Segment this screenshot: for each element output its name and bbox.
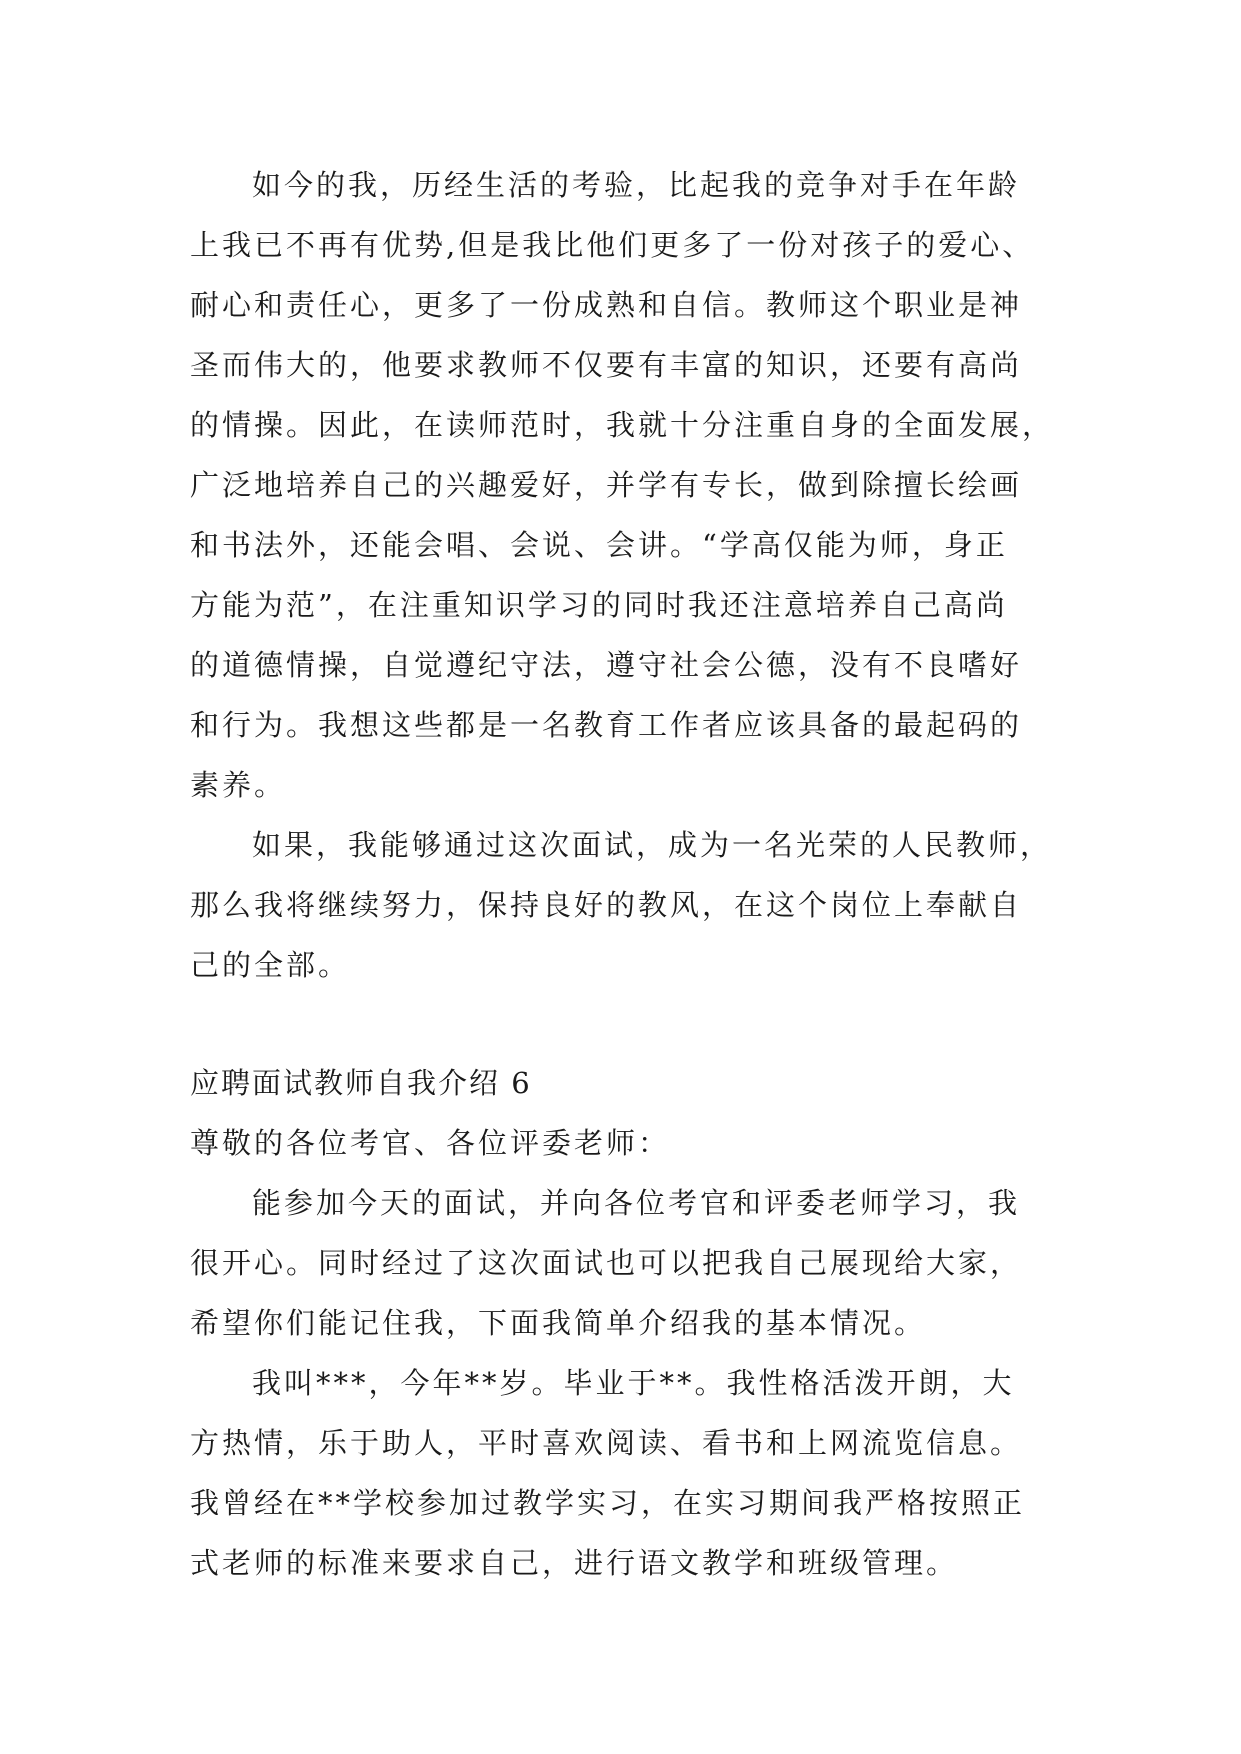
greeting-line: 尊敬的各位考官、各位评委老师： xyxy=(190,1126,671,1160)
section-title: 应聘面试教师自我介绍 6 xyxy=(190,1066,532,1100)
text-line: 圣而伟大的，他要求教师不仅要有丰富的知识，还要有高尚 xyxy=(190,348,1023,382)
text-line: 如果，我能够通过这次面试，成为一名光荣的人民教师， xyxy=(252,828,1053,862)
text-line: 希望你们能记住我，下面我简单介绍我的基本情况。 xyxy=(190,1306,927,1340)
text-line: 的道德情操，自觉遵纪守法，遵守社会公德，没有不良嗜好 xyxy=(190,648,1023,682)
text-line: 己的全部。 xyxy=(190,948,351,982)
text-line: 和行为。我想这些都是一名教育工作者应该具备的最起码的 xyxy=(190,708,1023,742)
text-line: 如今的我，历经生活的考验，比起我的竞争对手在年龄 xyxy=(252,168,1021,202)
text-line: 的情操。因此，在读师范时，我就十分注重自身的全面发展， xyxy=(190,408,1055,442)
text-line: 广泛地培养自己的兴趣爱好，并学有专长，做到除擅长绘画 xyxy=(190,468,1023,502)
text-line: 方能为范”，在注重知识学习的同时我还注意培养自己高尚 xyxy=(190,588,1008,622)
text-line: 那么我将继续努力，保持良好的教风，在这个岗位上奉献自 xyxy=(190,888,1023,922)
text-line: 和书法外，还能会唱、会说、会讲。“学高仅能为师，身正 xyxy=(190,528,1008,562)
text-line: 式老师的标准来要求自己，进行语文教学和班级管理。 xyxy=(190,1546,959,1580)
text-line: 我曾经在**学校参加过教学实习，在实习期间我严格按照正 xyxy=(190,1486,1026,1520)
text-line: 很开心。同时经过了这次面试也可以把我自己展现给大家， xyxy=(190,1246,1023,1280)
text-line: 方热情，乐于助人，平时喜欢阅读、看书和上网流览信息。 xyxy=(190,1426,1023,1460)
text-line: 耐心和责任心，更多了一份成熟和自信。教师这个职业是神 xyxy=(190,288,1023,322)
text-line: 上我已不再有优势,但是我比他们更多了一份对孩子的爱心、 xyxy=(190,228,1035,262)
text-line: 素养。 xyxy=(190,768,287,802)
text-line: 能参加今天的面试，并向各位考官和评委老师学习，我 xyxy=(252,1186,1021,1220)
text-line: 我叫***，今年**岁。毕业于**。我性格活泼开朗，大 xyxy=(252,1366,1015,1400)
